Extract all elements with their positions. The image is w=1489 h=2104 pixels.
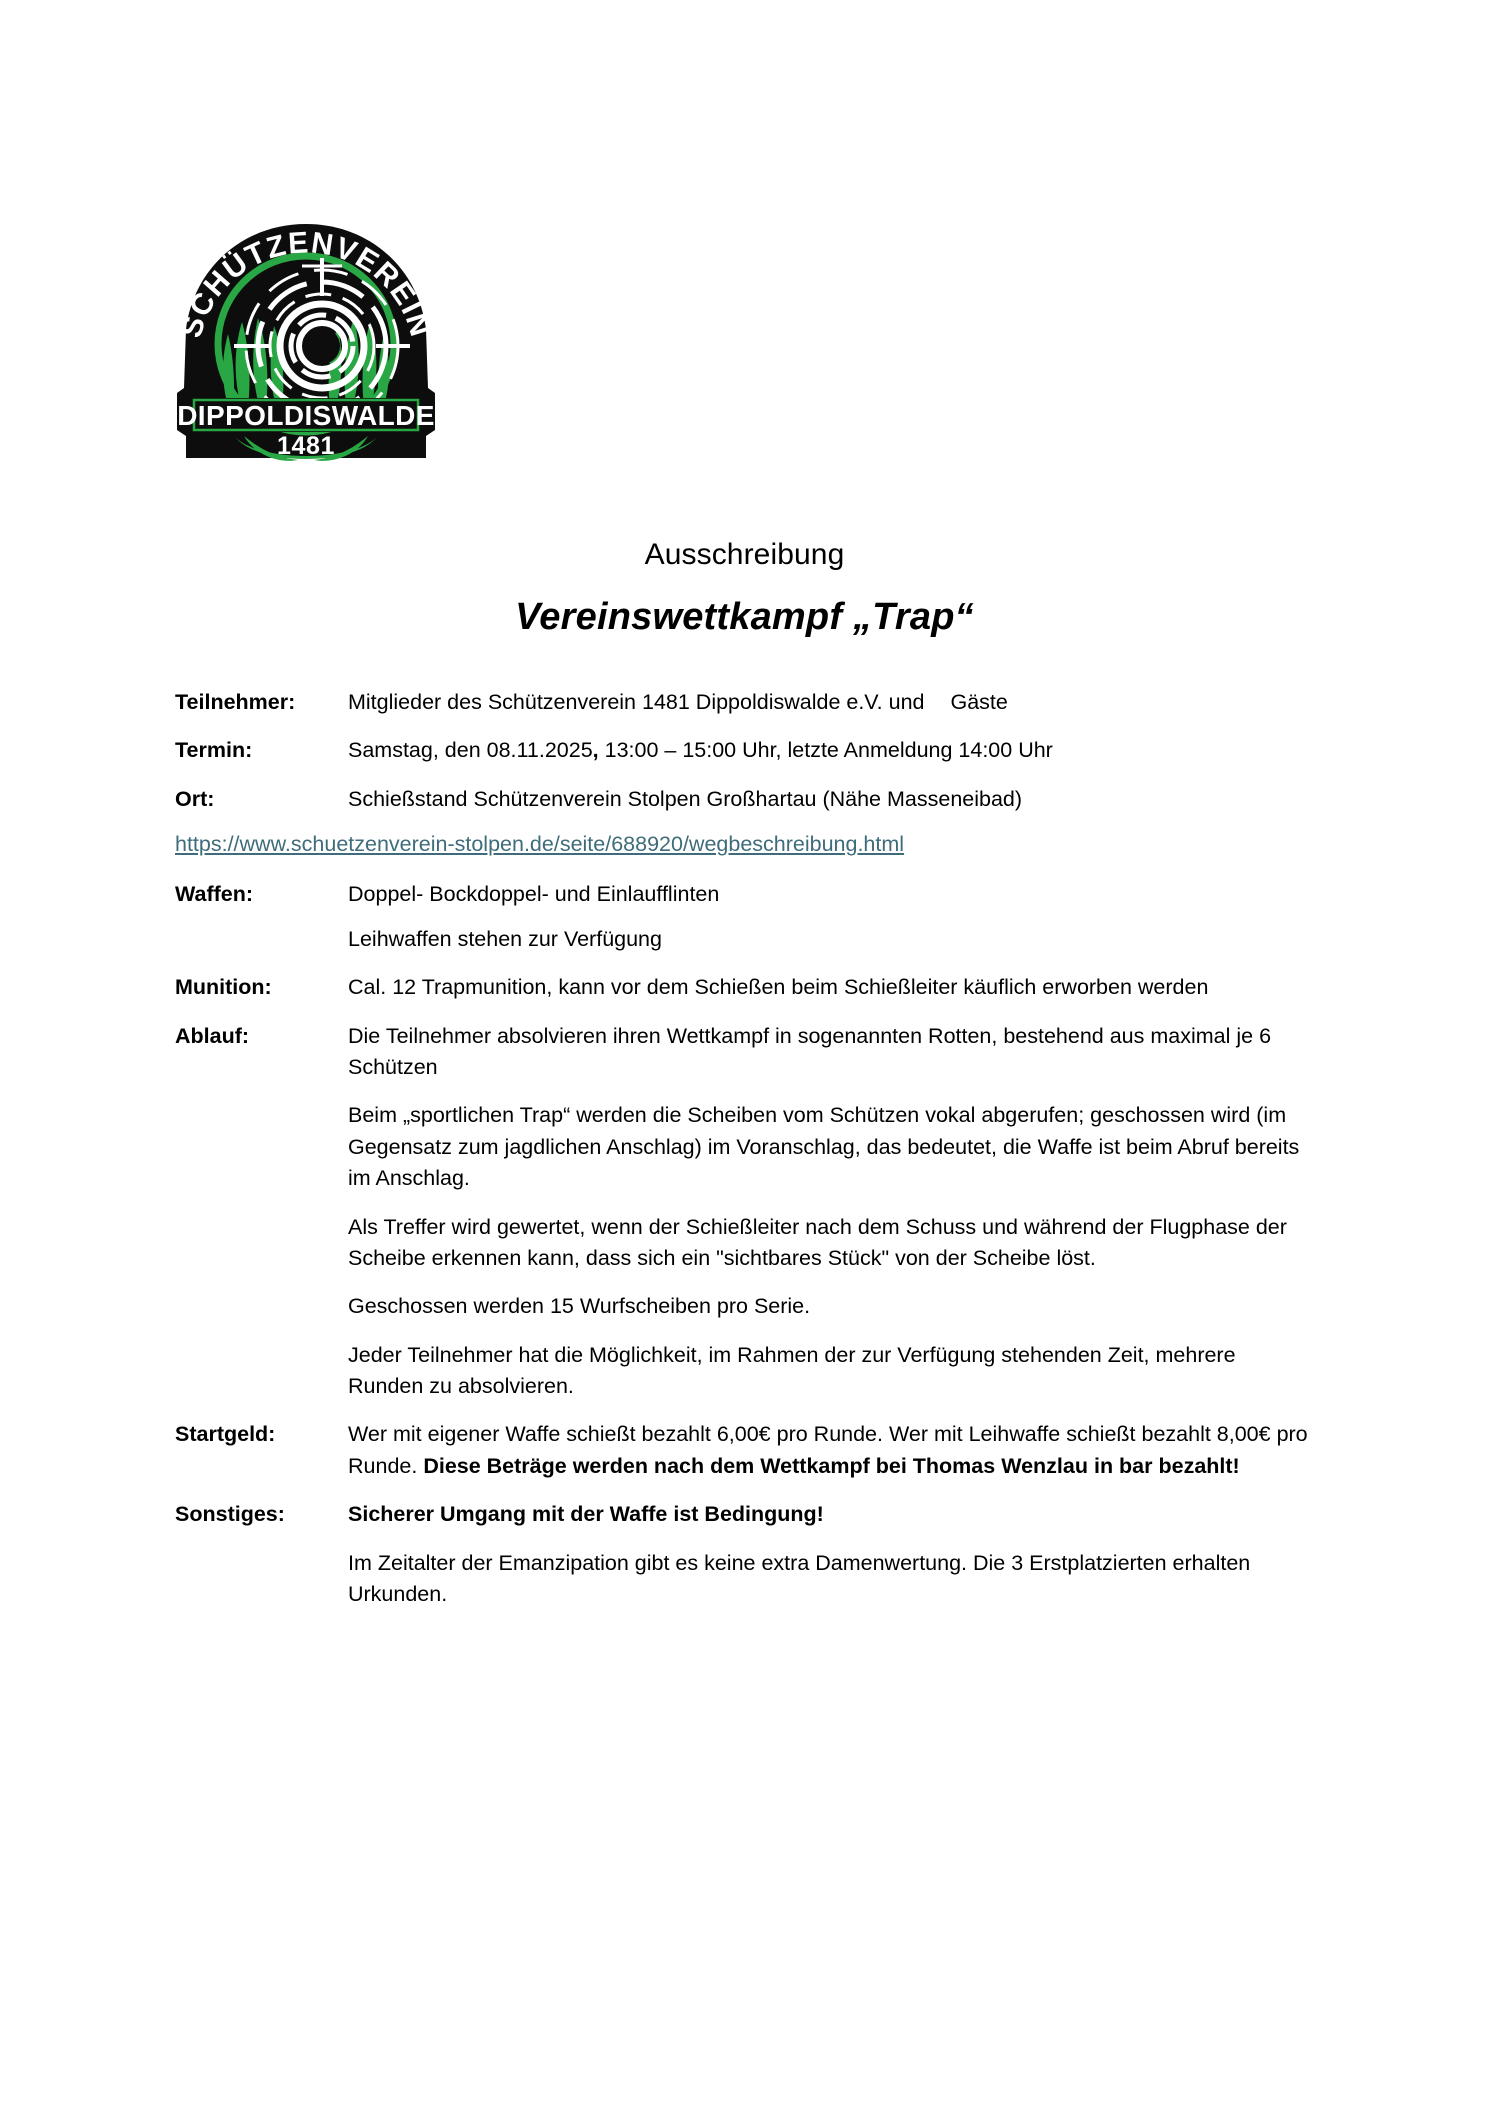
sonstiges-regular-line: Im Zeitalter der Emanzipation gibt es keine extra Damenwertung. Die 3 Erstplatzierten erhalten Urkunden. — [348, 1550, 1251, 1606]
label-munition: Munition: — [175, 975, 272, 1000]
logo-banner-text: DIPPOLDISWALDE — [177, 400, 435, 431]
label-waffen: Waffen: — [175, 881, 254, 906]
value-munition: Cal. 12 Trapmunition, kann vor dem Schießen beim Schießleiter käuflich erworben werden — [348, 975, 1209, 1000]
startgeld-text-bold: Diese Beträge werden nach dem Wettkampf bei Thomas Wenzlau in bar bezahlt! — [423, 1453, 1240, 1478]
value-ablauf — [348, 1021, 1310, 1403]
document-subtitle: Ausschreibung — [644, 538, 845, 571]
label-termin: Termin: — [175, 738, 253, 763]
logo-year-text: 1481 — [276, 432, 336, 460]
teilnehmer-text-a: Mitglieder des Schützenverein 1481 Dippoldiswalde e.V. und — [348, 690, 925, 714]
logo-arc-text: SCHÜTZENVEREIN — [174, 226, 438, 342]
logo-banner — [177, 398, 435, 432]
ablauf-paragraph-3: Als Treffer wird gewertet, wenn der Schießleiter nach dem Schuss und während der Flugphase der Scheibe erkennen kann, dass sich ein "sichtbares Stück" von der Scheibe löst. — [348, 1214, 1287, 1270]
startgeld-text-regular: Wer mit eigener Waffe schießt bezahlt 6,00€ pro Runde. Wer mit Leihwaffe schießt bezahlt 8,00€ pro Runde. — [348, 1422, 1308, 1478]
target-bullseye-icon — [304, 328, 340, 364]
club-logo — [170, 222, 442, 466]
termin-text-a: Samstag, den 08.11.2025 — [348, 738, 593, 763]
value-teilnehmer — [348, 687, 1310, 718]
value-sonstiges — [348, 1499, 1310, 1610]
teilnehmer-text-b: Gäste — [950, 690, 1008, 714]
row-waffen — [175, 879, 1310, 910]
row-ort — [175, 784, 1310, 815]
document-body — [175, 687, 1310, 1627]
label-ablauf: Ablauf: — [175, 1023, 250, 1048]
termin-text-b: 13:00 – 15:00 Uhr, letzte Anmeldung 14:00 Uhr — [598, 738, 1053, 763]
ablauf-paragraph-1: Die Teilnehmer absolvieren ihren Wettkampf in sogenannten Rotten, bestehend aus maximal je 6 Schützen — [348, 1023, 1272, 1079]
label-startgeld: Startgeld: — [175, 1422, 276, 1447]
wegbeschreibung-link[interactable]: https://www.schuetzenverein-stolpen.de/seite/688920/wegbeschreibung.html — [175, 832, 905, 857]
ablauf-paragraph-5: Jeder Teilnehmer hat die Möglichkeit, im Rahmen der zur Verfügung stehenden Zeit, mehrere Runden zu absolvieren. — [348, 1342, 1236, 1398]
label-sonstiges: Sonstiges: — [175, 1502, 285, 1527]
row-termin — [175, 735, 1310, 766]
row-wegbeschreibung-link — [175, 829, 1310, 860]
value-ort: Schießstand Schützenverein Stolpen Großhartau (Nähe Masseneibad) — [348, 786, 1023, 811]
row-startgeld — [175, 1419, 1310, 1482]
label-teilnehmer: Teilnehmer: — [175, 690, 296, 714]
document-header — [0, 536, 1489, 639]
row-teilnehmer — [175, 687, 1310, 718]
page-title: Vereinswettkampf „Trap“ — [515, 595, 974, 638]
row-munition — [175, 972, 1310, 1003]
ablauf-paragraph-2: Beim „sportlichen Trap“ werden die Scheiben vom Schützen vokal abgerufen; geschossen wird (im Gegensatz zum jagdlichen Anschlag) im Voranschlag, das bedeutet, die Waffe ist beim Abruf bereits im Anschlag. — [348, 1103, 1300, 1191]
value-waffen-2: Leihwaffen stehen zur Verfügung — [348, 926, 662, 951]
ablauf-paragraph-4: Geschossen werden 15 Wurfscheiben pro Serie. — [348, 1294, 811, 1319]
label-ort: Ort: — [175, 786, 215, 811]
termin-comma: , — [592, 738, 599, 763]
row-waffen-2 — [175, 924, 1310, 955]
value-termin — [348, 735, 1310, 766]
sonstiges-bold-line: Sicherer Umgang mit der Waffe ist Bedingung! — [348, 1502, 824, 1527]
row-ablauf — [175, 1021, 1310, 1403]
value-waffen-1: Doppel- Bockdoppel- und Einlaufflinten — [348, 881, 720, 906]
label-spacer — [175, 924, 348, 955]
row-sonstiges — [175, 1499, 1310, 1610]
value-startgeld — [348, 1419, 1310, 1482]
